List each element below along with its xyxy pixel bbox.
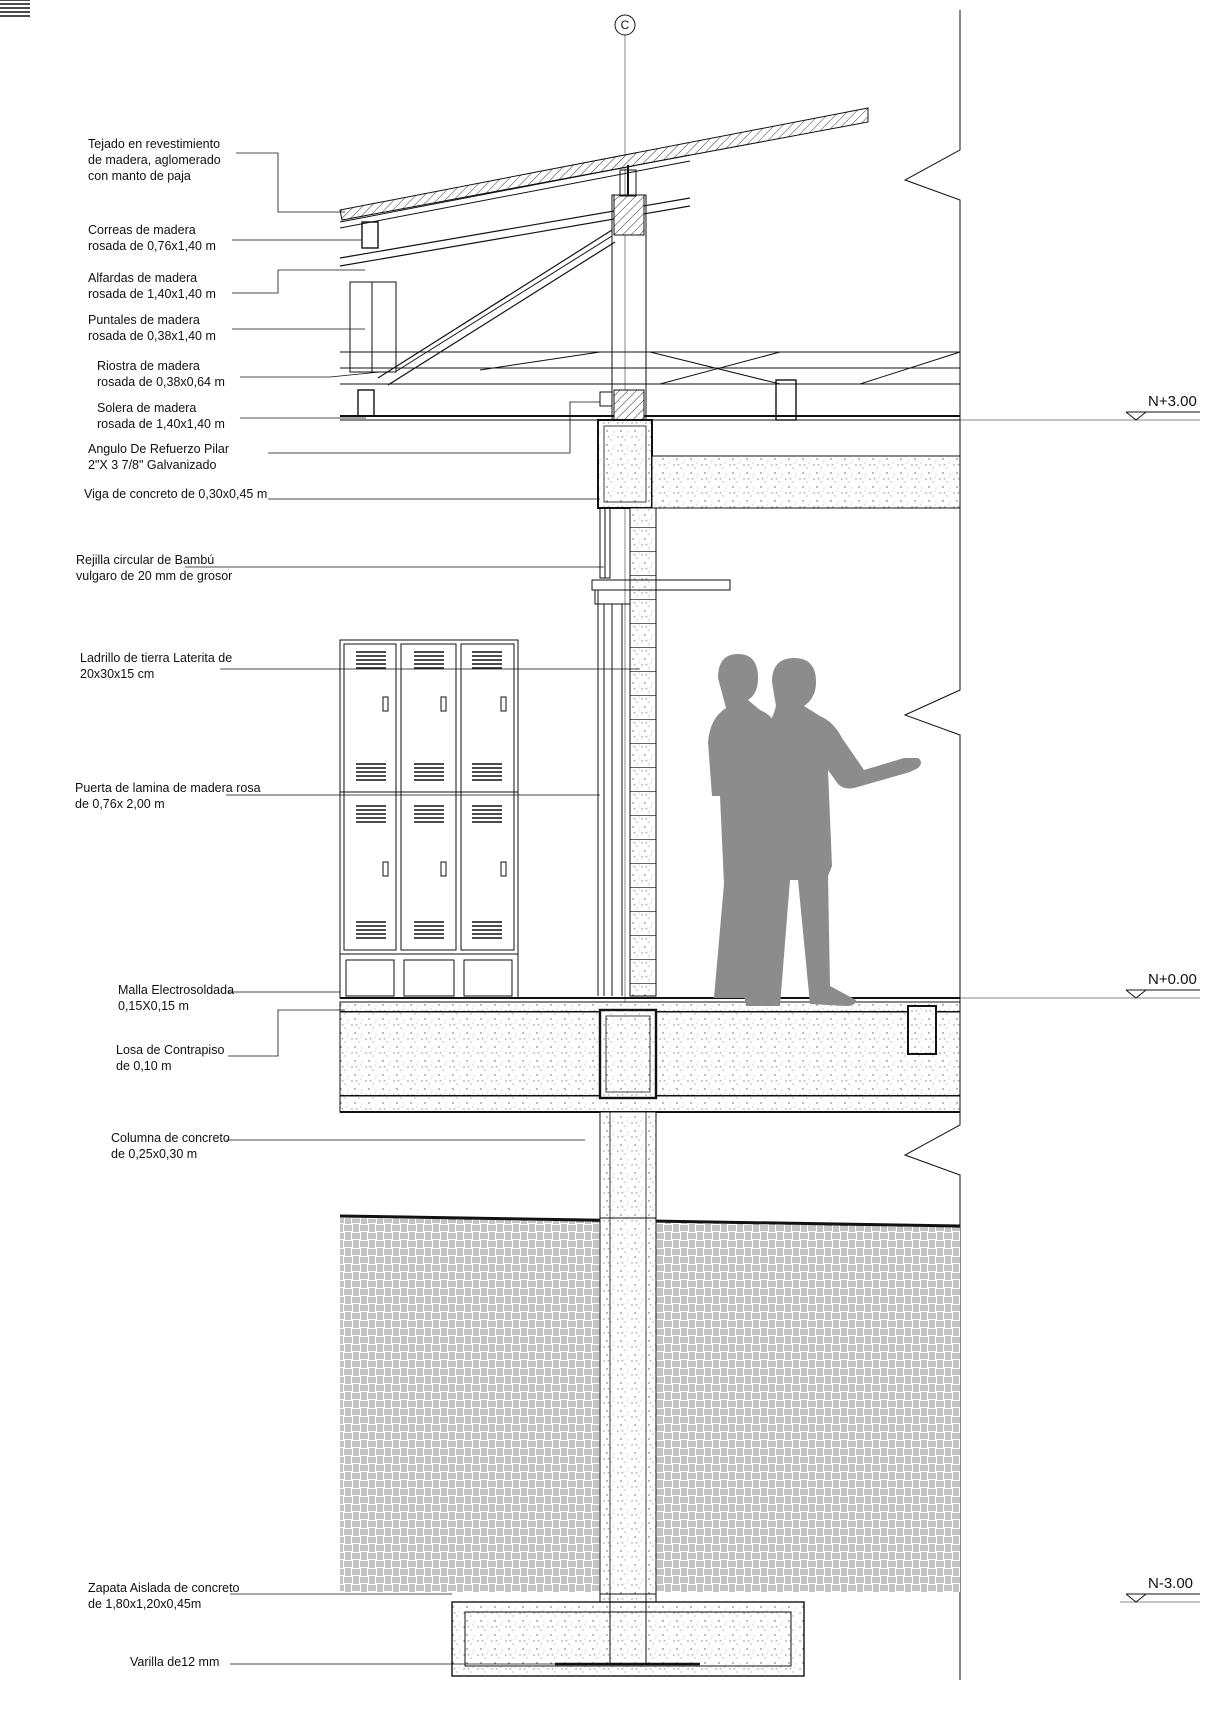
label-riostra-line: Riostra de madera: [97, 359, 200, 373]
label-puerta-line: Puerta de lamina de madera rosa: [75, 781, 261, 795]
label-rejilla: [76, 552, 232, 584]
label-columna-line: Columna de concreto: [111, 1131, 230, 1145]
label-malla-line: 0,15X0,15 m: [118, 999, 189, 1013]
label-puerta: [75, 780, 261, 812]
label-ladrillo-line: 20x30x15 cm: [80, 667, 155, 681]
roof: [340, 108, 960, 420]
label-puntales-line: Puntales de madera: [88, 313, 200, 327]
label-tejado-line: de madera, aglomerado: [88, 153, 221, 167]
label-puerta-line: de 0,76x 2,00 m: [75, 797, 165, 811]
label-losa: [116, 1042, 224, 1074]
label-alfardas: [88, 270, 216, 302]
level-label-ground: N+0.00: [1148, 971, 1197, 988]
label-correas-line: Correas de madera: [88, 223, 196, 237]
label-puntales-line: rosada de 0,38x1,40 m: [88, 329, 216, 343]
human-silhouettes: [708, 654, 921, 1006]
label-angulo: [88, 441, 229, 473]
label-malla: [118, 982, 234, 1014]
label-losa-line: Losa de Contrapiso: [116, 1043, 225, 1057]
floor-slab: [340, 998, 960, 1112]
label-alfardas-line: rosada de 1,40x1,40 m: [88, 287, 216, 301]
level-label-upper: N+3.00: [1148, 393, 1197, 410]
label-tejado: [88, 136, 221, 184]
label-rejilla-line: Rejilla circular de Bambú: [76, 553, 215, 567]
label-riostra: [97, 358, 225, 390]
level-marker-foundation: [1120, 1594, 1200, 1602]
label-columna: [111, 1130, 230, 1162]
axis-marker-label: C: [620, 18, 630, 32]
label-correas-line: rosada de 0,76x1,40 m: [88, 239, 216, 253]
label-zapata: [88, 1580, 240, 1612]
label-correas: [88, 222, 216, 254]
level-label-foundation: N-3.00: [1148, 1575, 1194, 1592]
label-ladrillo: [80, 650, 232, 682]
label-alfardas-line: Alfardas de madera: [88, 271, 198, 285]
label-solera: [97, 400, 225, 432]
label-columna-line: de 0,25x0,30 m: [111, 1147, 198, 1161]
label-angulo-line: 2"X 3 7/8" Galvanizado: [88, 458, 217, 472]
concrete-beam: [598, 420, 960, 508]
label-tejado-line: Tejado en revestimiento: [88, 137, 221, 151]
label-rejilla-line: vulgaro de 20 mm de grosor: [76, 569, 233, 583]
label-zapata-line: de 1,80x1,20x0,45m: [88, 1597, 202, 1611]
level-marker-ground: [960, 990, 1200, 998]
label-tejado-line: con manto de paja: [88, 169, 191, 183]
label-viga: [84, 486, 267, 502]
label-solera-line: Solera de madera: [97, 401, 197, 415]
isolated-footing: [452, 1602, 804, 1676]
label-varilla: [130, 1654, 219, 1670]
label-viga-line: Viga de concreto de 0,30x0,45 m: [84, 487, 268, 501]
label-puntales: [88, 312, 216, 344]
label-varilla-line: Varilla de12 mm: [130, 1655, 220, 1669]
label-angulo-line: Angulo De Refuerzo Pilar: [88, 442, 230, 456]
label-ladrillo-line: Ladrillo de tierra Laterita de: [80, 651, 233, 665]
lockers: [340, 640, 518, 998]
label-zapata-line: Zapata Aislada de concreto: [88, 1581, 240, 1595]
label-riostra-line: rosada de 0,38x0,64 m: [97, 375, 225, 389]
label-losa-line: de 0,10 m: [116, 1059, 172, 1073]
label-solera-line: rosada de 1,40x1,40 m: [97, 417, 225, 431]
label-malla-line: Malla Electrosoldada: [118, 983, 235, 997]
